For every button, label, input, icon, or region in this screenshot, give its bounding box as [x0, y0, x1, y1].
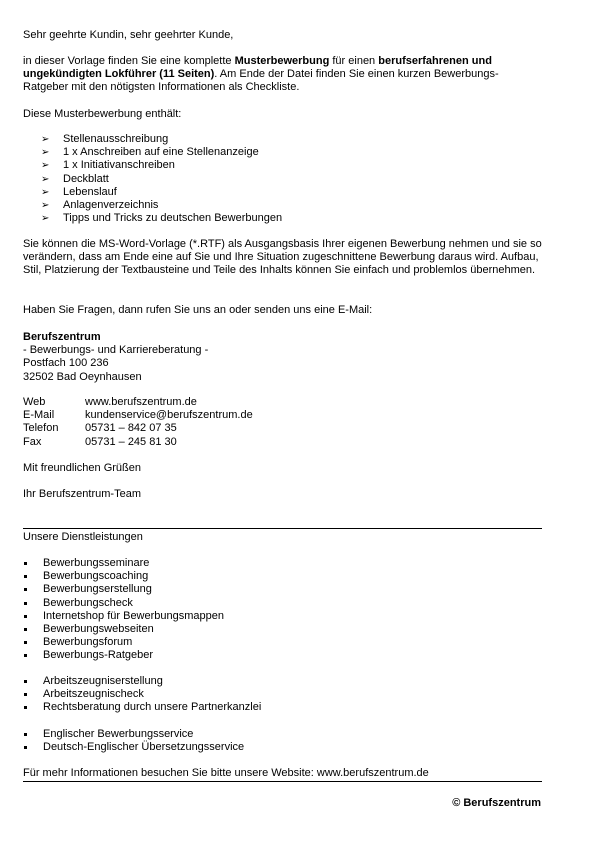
arrow-bullet-icon: ➢ — [41, 186, 50, 198]
arrow-bullet-icon: ➢ — [41, 213, 50, 225]
web-link[interactable]: www.berufszentrum.de — [85, 396, 197, 408]
list-item: Bewerbungsforum — [23, 636, 224, 649]
list-item: Bewerbungscoaching — [23, 570, 224, 583]
services-list-1 — [23, 557, 224, 663]
square-bullet-icon — [24, 602, 27, 605]
list-item: ➢ 1 x Anschreiben auf eine Stellenanzeige — [41, 146, 259, 159]
copyright-notice: © Berufszentrum — [452, 797, 541, 809]
list-item: ➢ Lebenslauf — [41, 185, 117, 198]
arrow-bullet-icon: ➢ — [41, 173, 50, 185]
list-item: ➢ Tipps und Tricks zu deutschen Bewerbungen — [41, 212, 283, 225]
list-item: Bewerbungswebseiten — [23, 623, 224, 636]
phone-label: Telefon — [23, 422, 59, 435]
square-bullet-icon — [24, 562, 27, 565]
usage-paragraph: Sie können die MS-Word-Vorlage (*.RTF) als Ausgangsbasis Ihrer eigenen Bewerbung nehmen und sie so verändern, dass am Ende eine auf Sie und Ihre Situation zugeschnittene Bewerbung daraus wird. Aufbau, Stil, Platzierung der Textbausteine und Teile des Inhalts können Sie einfach und problemlos übernehmen. — [23, 238, 542, 277]
square-bullet-icon — [24, 746, 27, 749]
intro-text-1: in dieser Vorlage finden Sie eine komplette — [23, 55, 235, 67]
square-bullet-icon — [24, 733, 27, 736]
intro-text-3: . Am Ende der Datei finden Sie einen kurzen Bewerbungs-Ratgeber mit den nötigsten Informationen als Checkliste. — [23, 68, 499, 94]
signature: Ihr Berufszentrum-Team — [23, 488, 141, 500]
list-item: Rechtsberatung durch unsere Partnerkanzlei — [23, 701, 261, 714]
square-bullet-icon — [24, 641, 27, 644]
list-item: Internetshop für Bewerbungsmappen — [23, 610, 224, 623]
list-item: Bewerbungsseminare — [23, 557, 224, 570]
square-bullet-icon — [24, 680, 27, 683]
list-item: Bewerbungserstellung — [23, 583, 224, 596]
square-bullet-icon — [24, 575, 27, 578]
arrow-bullet-icon: ➢ — [41, 134, 50, 145]
intro-bold-1: Musterbewerbung — [234, 55, 330, 67]
email-link[interactable]: kundenservice@berufszentrum.de — [85, 409, 253, 422]
square-bullet-icon — [24, 628, 27, 631]
list-item: Englischer Bewerbungsservice — [23, 728, 244, 741]
list-item: Arbeitszeugniserstellung — [23, 675, 261, 688]
company-address — [23, 331, 543, 384]
checklist — [41, 133, 282, 225]
list-item: ➢ Stellenausschreibung — [41, 133, 169, 145]
contact-row-email — [23, 409, 253, 422]
services-list-3 — [23, 728, 244, 754]
divider-bottom — [23, 781, 542, 782]
contact-row-fax — [23, 436, 253, 449]
list-item: Arbeitszeugnischeck — [23, 688, 261, 701]
company-city: 32502 Bad Oeynhausen — [23, 370, 142, 383]
salutation: Sehr geehrte Kundin, sehr geehrter Kunde, — [23, 29, 234, 41]
email-label: E-Mail — [23, 409, 55, 422]
intro-paragraph — [23, 55, 543, 95]
list-item: Deutsch-Englischer Übersetzungsservice — [23, 741, 244, 754]
company-name: Berufszentrum — [23, 331, 101, 343]
list-item: ➢ Deckblatt — [41, 172, 109, 185]
fax-value: 05731 – 245 81 30 — [85, 435, 177, 448]
web-label: Web — [23, 396, 46, 408]
arrow-bullet-icon: ➢ — [41, 160, 50, 172]
contact-table — [23, 396, 253, 449]
arrow-bullet-icon: ➢ — [41, 147, 50, 159]
divider-top — [23, 528, 542, 529]
list-item: ➢ 1 x Initiativanschreiben — [41, 159, 175, 172]
company-po-box: Postfach 100 236 — [23, 357, 109, 370]
intro-bold-2: berufserfahrenen und ungekündigten Lokführer (11 Seiten) — [23, 55, 492, 81]
list-item: Bewerbungs-Ratgeber — [23, 649, 224, 662]
contact-row-phone — [23, 422, 253, 435]
phone-value: 05731 – 842 07 35 — [85, 422, 177, 435]
company-tagline: - Bewerbungs- und Karriereberatung - — [23, 344, 209, 357]
list-item: ➢ Anlagenverzeichnis — [41, 198, 159, 211]
contains-heading: Diese Musterbewerbung enthält: — [23, 108, 182, 120]
closing: Mit freundlichen Grüßen — [23, 462, 141, 474]
arrow-bullet-icon: ➢ — [41, 199, 50, 211]
square-bullet-icon — [24, 588, 27, 591]
square-bullet-icon — [24, 693, 27, 696]
questions-paragraph: Haben Sie Fragen, dann rufen Sie uns an oder senden uns eine E-Mail: — [23, 304, 373, 316]
square-bullet-icon — [24, 615, 27, 618]
services-list-2 — [23, 675, 261, 715]
contact-row-web — [23, 396, 253, 409]
services-heading: Unsere Dienstleistungen — [23, 531, 143, 543]
square-bullet-icon — [24, 706, 27, 709]
intro-text-2: für einen — [329, 55, 379, 67]
fax-label: Fax — [23, 435, 42, 448]
more-info-line: Für mehr Informationen besuchen Sie bitte unsere Website: www.berufszentrum.de — [23, 767, 429, 779]
list-item: Bewerbungscheck — [23, 597, 224, 610]
square-bullet-icon — [24, 654, 27, 657]
